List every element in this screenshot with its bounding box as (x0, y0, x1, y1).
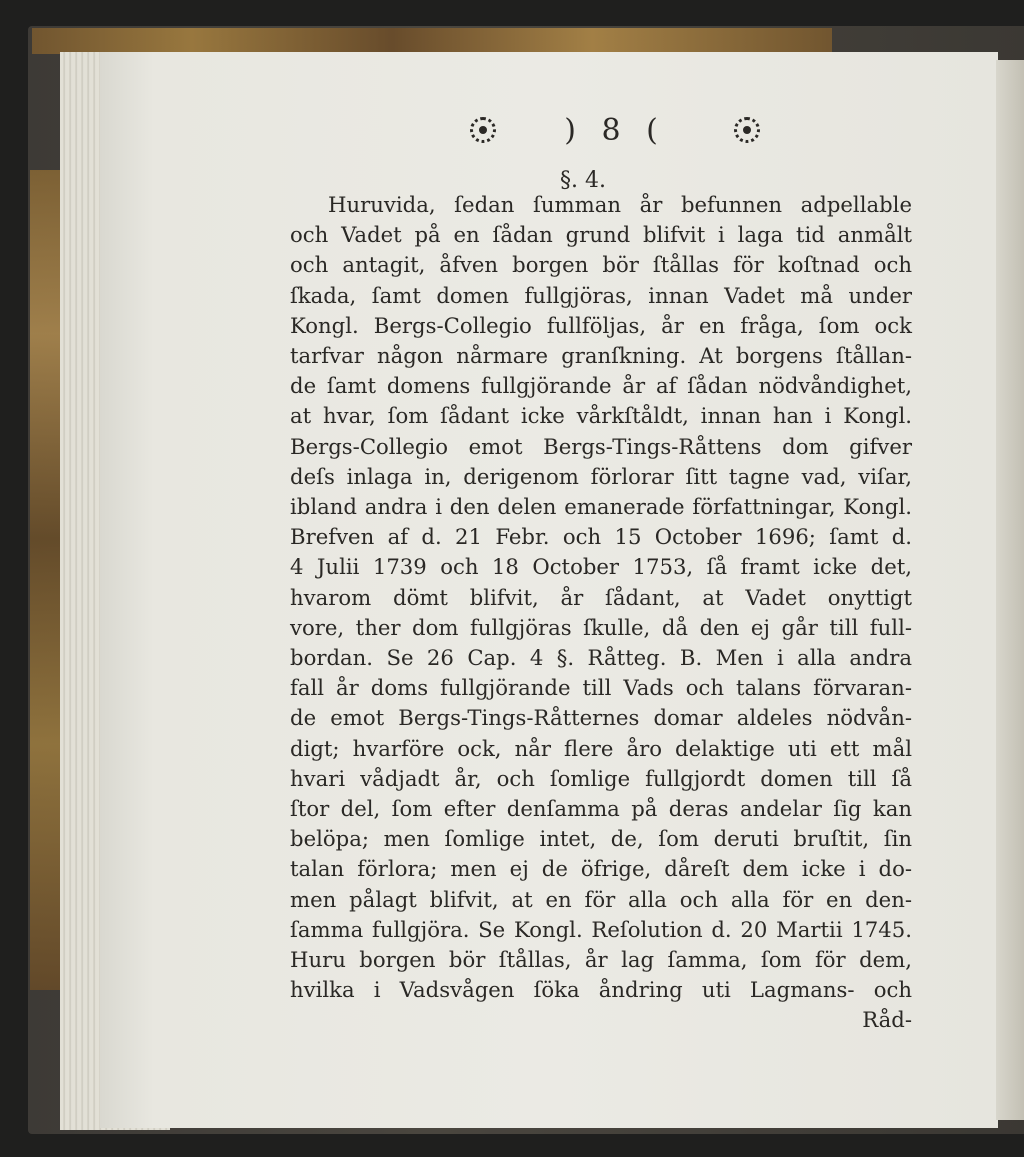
running-header (470, 110, 760, 150)
text-line: fall år doms fullgjörande till Vads och talans förvaran- (290, 675, 912, 701)
text-line: hvari vådjadt år, och ſomlige fullgjordt domen till ſå (290, 765, 912, 791)
rosette-icon (470, 117, 496, 143)
next-page-edge (996, 60, 1024, 1120)
rosette-icon (734, 117, 760, 143)
text-line: hvilka i Vadsvågen ſöka åndring uti Lagmans- och (290, 977, 912, 1003)
text-line: Huru borgen bör ſtållas, år lag ſamma, ſom för dem, (290, 947, 912, 973)
text-line: de emot Bergs-Tings-Råtternes domar aldeles nödvån- (290, 705, 912, 731)
body-text (290, 190, 912, 1036)
text-line: vore, ther dom fullgjöras ſkulle, då den ej går till full- (290, 614, 912, 640)
text-line: ſkada, ſamt domen fullgjöras, innan Vadet må under (290, 282, 912, 308)
page-number: ) 8 ( (564, 112, 666, 148)
marbled-cover-side (30, 170, 60, 990)
text-line: ibland andra i den delen emanerade författningar, Kongl. (290, 494, 912, 520)
text-line: hvarom dömt blifvit, år ſådant, at Vadet onyttigt (290, 584, 912, 610)
text-line: Kongl. Bergs-Collegio fullföljas, år en fråga, ſom ock (290, 312, 912, 338)
text-line: tarfvar någon nårmare granſkning. At borgens ſtållan- (290, 343, 912, 369)
text-line: talan förlora; men ej de öfrige, dåreſt dem icke i do- (290, 856, 912, 882)
text-line: belöpa; men ſomlige intet, de, ſom deruti bruſtit, ſin (290, 826, 912, 852)
text-line: och antagit, åfven borgen bör ſtållas för koſtnad och (290, 252, 912, 278)
marbled-cover-top (32, 28, 832, 54)
text-line: men pålagt blifvit, at en för alla och alla för en den- (290, 886, 912, 912)
text-line: och Vadet på en ſådan grund blifvit i laga tid anmålt (290, 222, 912, 248)
text-line: at hvar, ſom ſådant icke vårkſtåldt, innan han i Kongl. (290, 403, 912, 429)
text-line: de ſamt domens fullgjörande år af ſådan nödvåndighet, (290, 373, 912, 399)
text-line: digt; hvarföre ock, når flere åro delaktige uti ett mål (290, 735, 912, 761)
text-line: Bergs-Collegio emot Bergs-Tings-Råttens dom gifver (290, 433, 912, 459)
text-line: ſtor del, ſom efter denſamma på deras andelar ſig kan (290, 796, 912, 822)
section-heading: §. 4. (560, 168, 606, 193)
catchword: Råd- (862, 1007, 912, 1033)
text-line: ſamma fullgjöra. Se Kongl. Reſolution d. 20 Martii 1745. (290, 916, 912, 942)
text-line: Brefven af d. 21 Febr. och 15 October 1696; ſamt d. (290, 524, 912, 550)
text-line: 4 Julii 1739 och 18 October 1753, ſå framt icke det, (290, 554, 912, 580)
text-line: deſs inlaga in, derigenom förlorar ſitt tagne vad, viſar, (290, 463, 912, 489)
text-line: bordan. Se 26 Cap. 4 §. Råtteg. B. Men i alla andra (290, 645, 912, 671)
text-line: Huruvida, ſedan ſumman år befunnen adpellable (328, 192, 912, 217)
